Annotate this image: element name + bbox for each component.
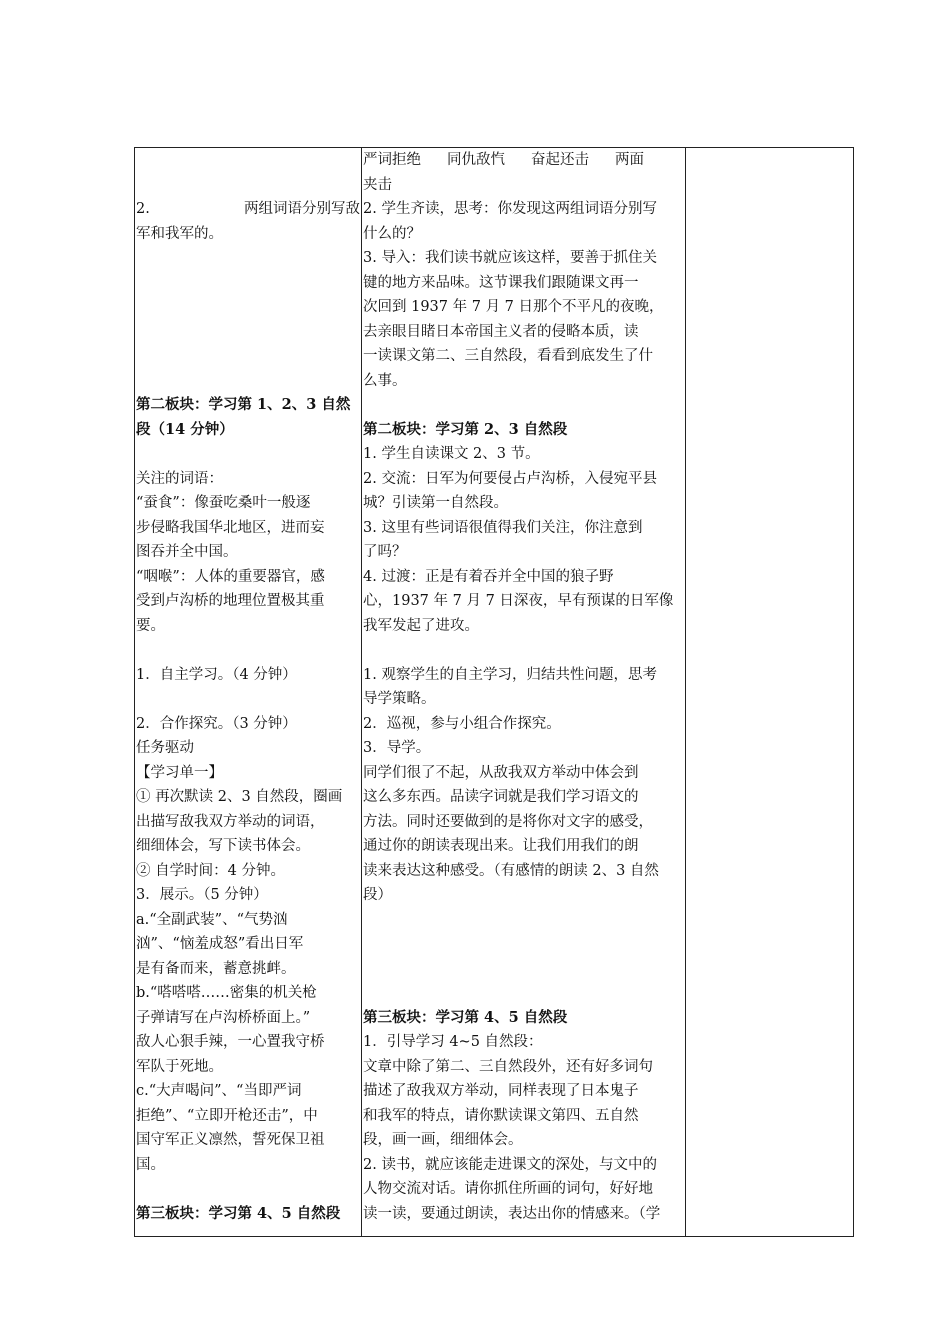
paragraph-line: 方法。同时还要做到的是将你对文字的感受， [363,813,653,830]
point-b-line: 敌人心狠手辣，一心置我守桥 [136,1034,325,1050]
sheet-item-line: ② 自学时间：4 分钟。 [136,862,285,879]
point-a-line: 汹”、“恼羞成怒”看出日军 [136,936,304,952]
paragraph-line: 通过你的朗读表现出来。让我们用我们的朗 [363,838,639,854]
step2-line: 2．合作探究。（3 分钟） [136,715,297,732]
paragraph-line: 4. 过渡：正是有着吞并全中国的狼子野 [363,568,614,585]
point-c-line: 拒绝”、“立即开枪还击”，中 [136,1107,318,1124]
left-item2-line2: 军和我军的。 [136,225,223,242]
point-a-line: 是有备而来，蓄意挑衅。 [136,960,296,977]
paragraph-line: 人物交流对话。请你抓住所画的词句，好好地 [363,1181,653,1197]
paragraph-line: 文章中除了第二、三自然段外，还有好多词句 [363,1058,653,1075]
point-b-line: b.“嗒嗒嗒……密集的机关枪 [136,985,317,1001]
step1-line: 1．自主学习。（4 分钟） [136,666,297,683]
paragraph-line: 什么的？ [363,225,421,242]
paragraph-line: 心，1937 年 7 月 7 日深夜，早有预谋的日军像 [363,593,674,609]
paragraph-line: 和我军的特点，请你默读课文第四、五自然 [363,1107,639,1124]
step3-line: 3．展示。（5 分钟） [136,887,268,903]
left-section2-title-cont: 段（14 分钟） [136,420,234,438]
paragraph-line: 描述了敌我双方举动，同样表现了日本鬼子 [363,1083,639,1099]
words-heading: 关注的词语： [136,470,223,487]
word1-line: 步侵略我国华北地区，进而妄 [136,519,325,536]
word2-line: 要。 [136,617,165,634]
point-c-line: c.“大声喝问”、“当即严词 [136,1083,302,1099]
paragraph-line: 读一读，要通过朗读，表达出你的情感来。（学 [363,1205,661,1222]
paragraph-line: 去亲眼目睹日本帝国主义者的侵略本质，读 [363,323,639,340]
word2-line: 受到卢沟桥的地理位置极其重 [136,593,325,609]
paragraph-line: 1. 学生自读课文 2、3 节。 [363,446,540,462]
paragraph-line: 了吗？ [363,544,407,560]
sheet-item-line: 出描写敌我双方举动的词语， [136,813,325,830]
middle-section2-title: 第二板块：学习第 2、3 自然段 [363,420,568,438]
column-divider-2 [685,148,686,1236]
lesson-plan-table [134,147,854,1237]
left-column [135,148,360,1226]
sheet-item-line: ① 再次默读 2、3 自然段，圈画 [136,789,343,805]
left-section3-title: 第三板块：学习第 4、5 自然段 [136,1204,341,1222]
column-divider-1 [361,148,362,1236]
left-item2-line1: 2. 两组词语分别写敌 [136,201,360,217]
paragraph-line: 我军发起了进攻。 [363,617,479,634]
paragraph-line: 2. 交流：日军为何要侵占卢沟桥，入侵宛平县 [363,470,657,487]
middle-section3-title: 第三板块：学习第 4、5 自然段 [363,1008,568,1026]
point-b-line: 军队于死地。 [136,1058,223,1075]
paragraph-line: 2. 学生齐读，思考：你发现这两组词语分别写 [363,201,657,217]
paragraph-line: 么事。 [363,372,407,389]
paragraph-line: 段，画一画，细细体会。 [363,1132,523,1148]
paragraph-line: 2．巡视，参与小组合作探究。 [363,715,561,732]
paragraph-line: 一读课文第二、三自然段，看看到底发生了什 [363,348,653,364]
paragraph-line: 键的地方来品味。这节课我们跟随课文再一 [363,274,639,291]
paragraph-line: 1．引导学习 4~5 自然段： [363,1034,543,1050]
paragraph-line: 3. 导入：我们读书就应该这样，要善于抓住关 [363,250,657,266]
paragraph-line: 3. 这里有些词语很值得我们关注，你注意到 [363,519,643,536]
antonym-words-line: 严词拒绝 同仇敌忾 奋起还击 两面 [363,152,644,168]
word1-line: “蚕食”：像蚕吃桑叶一般逐 [136,495,311,511]
word1-line: 图吞并全中国。 [136,544,238,560]
sheet-item-line: 细细体会，写下读书体会。 [136,838,310,854]
point-b-line: 子弹请写在卢沟桥桥面上。” [136,1009,311,1026]
paragraph-line: 2. 读书，就应该能走进课文的深处，与文中的 [363,1156,657,1173]
paragraph-line: 这么多东西。品读字词就是我们学习语文的 [363,789,639,805]
sheet-line: 【学习单一】 [136,764,223,781]
point-a-line: a.“全副武装”、“气势汹 [136,911,288,928]
point-c-line: 国。 [136,1156,165,1173]
paragraph-line: 读来表达这种感受。（有感情的朗读 2、3 自然 [363,862,659,879]
task-line: 任务驱动 [136,740,194,756]
paragraph-line: 段） [363,887,392,903]
paragraph-line: 城？引读第一自然段。 [363,495,508,511]
paragraph-line: 1. 观察学生的自主学习，归结共性问题，思考 [363,666,657,683]
middle-column [363,148,683,1226]
point-c-line: 国守军正义凛然，誓死保卫祖 [136,1132,325,1148]
paragraph-line: 3．导学。 [363,740,431,756]
word2-line: “咽喉”：人体的重要器官，感 [136,568,325,585]
paragraph-line: 同学们很了不起，从敌我双方举动中体会到 [363,764,639,781]
paragraph-line: 次回到 1937 年 7 月 7 日那个不平凡的夜晚， [363,299,664,315]
antonym-words-line2: 夹击 [363,176,392,193]
paragraph-line: 导学策略。 [363,691,436,707]
left-section2-title: 第二板块：学习第 1、2、3 自然 [136,396,351,413]
